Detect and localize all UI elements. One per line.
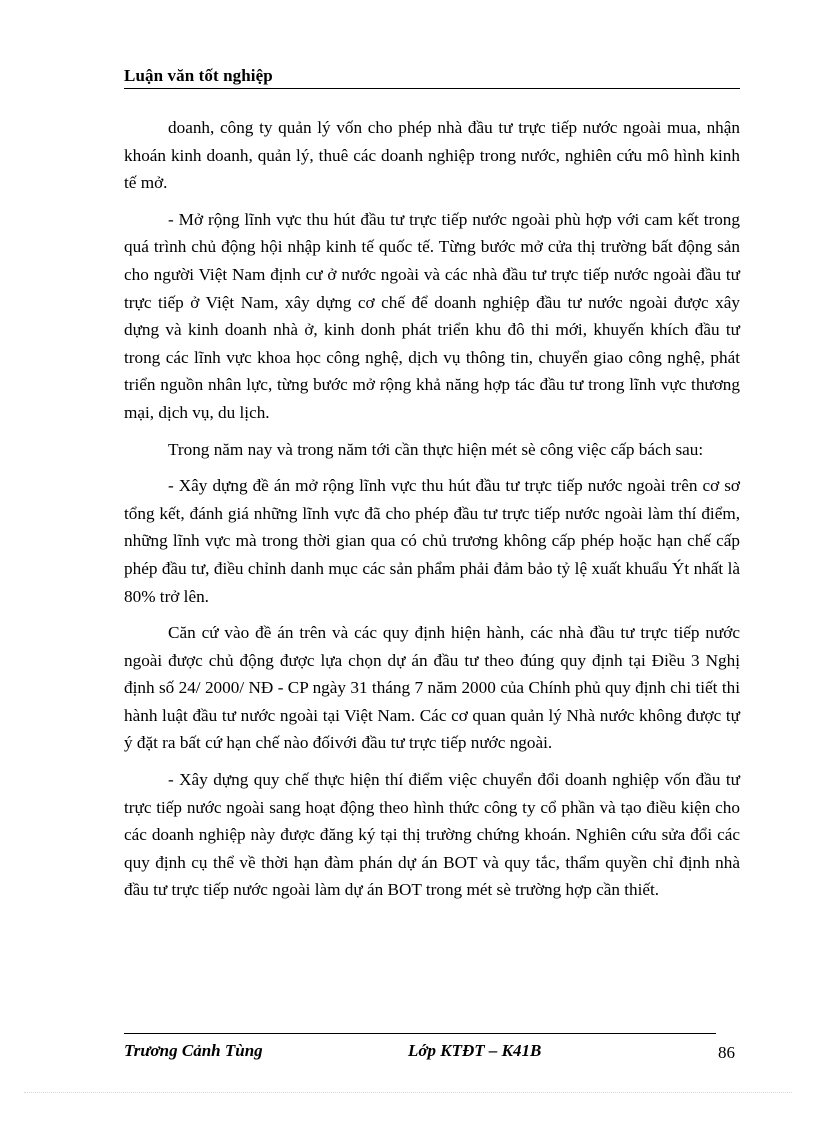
footer-class: Lớp KTĐT – K41B: [408, 1041, 542, 1060]
page-bottom-divider: [24, 1092, 792, 1093]
footer-rule: [124, 1033, 716, 1034]
paragraph-expand-fdi-fields: - Mở rộng lĩnh vực thu hút đầu tư trực tiếp nước ngoài phù hợp với cam kết trong quá trình chủ động hội nhập kinh tế quốc tế. Từng bước mở cửa thị trường bất động sản cho người Việt Nam định cư ở nước ngoài và các nhà đầu tư trực tiếp nước ngoài đầu tư trực tiếp ở Việt Nam, xây dựng cơ chế để doanh nghiệp đầu tư nước ngoài được xây dựng và kinh doanh nhà ở, kinh donh phát triển khu đô thi mới, khuyến khích đầu tư trong các lĩnh vực khoa học công nghệ, dịch vụ thông tin, chuyển giao công nghệ, phát triển nguồn nhân lực, từng bước mở rộng khả năng hợp tác đầu tư trong lĩnh vực thương mại, dịch vụ, du lịch.: [124, 209, 740, 422]
running-header-title: Luận văn tốt nghiệp: [124, 66, 273, 85]
footer-author: Trương Cảnh Tùng: [124, 1041, 263, 1060]
page-number: 86: [718, 1043, 735, 1062]
paragraph-urgent-tasks-intro: Trong năm nay và trong năm tới cần thực hiện mét sè công việc cấp bách sau:: [168, 439, 704, 459]
paragraph-legal-basis: Căn cứ vào đề án trên và các quy định hiện hành, các nhà đầu tư trực tiếp nước ngoài được chủ động được lựa chọn dự án đầu tư theo đúng quy định tại Điều 3 Nghị định số 24/ 2000/ NĐ - CP ngày 31 tháng 7 năm 2000 của Chính phủ quy định chi tiết thi hành luật đầu tư nước ngoài tại Việt Nam. Các cơ quan quản lý Nhà nước không được tự ý đặt ra bất cứ hạn chế nào đốivới đầu tư trực tiếp nước ngoài.: [124, 623, 740, 753]
header-rule: [124, 88, 740, 89]
paragraph-continuation: doanh, công ty quản lý vốn cho phép nhà đầu tư trực tiếp nước ngoài mua, nhận khoán kinh doanh, quản lý, thuê các doanh nghiệp trong nước, nghiên cứu mô hình kinh tế mở.: [124, 118, 740, 193]
paragraph-equitization-bot: - Xây dựng quy chế thực hiện thí điểm việc chuyển đổi doanh nghiệp vốn đầu tư trực tiếp nước ngoài sang hoạt động theo hình thức công ty cổ phần và tạo điều kiện cho các doanh nghiệp này được đăng ký tại thị trường chứng khoán. Nghiên cứu sửa đổi các quy định cụ thể về thời hạn đàm phán dự án BOT và quy tắc, thẩm quyền chỉ định nhà đầu tư trực tiếp nước ngoài làm dự án BOT trong mét sè trường hợp cần thiết.: [124, 770, 740, 900]
paragraph-project-proposal: - Xây dựng đề án mở rộng lĩnh vực thu hút đầu tư trực tiếp nước ngoài trên cơ sơ tổng kết, đánh giá những lĩnh vực đã cho phép đầu tư trực tiếp nước ngoài làm thí điểm, những lĩnh vực mà trong thời gian qua có chủ trương không cấp phép hoặc hạn chế cấp phép đầu tư, điều chỉnh danh mục các sản phẩm phải đảm bảo tỷ lệ xuất khuẩu Ýt nhất là 80% trở lên.: [124, 476, 740, 606]
body-text: [124, 114, 740, 913]
